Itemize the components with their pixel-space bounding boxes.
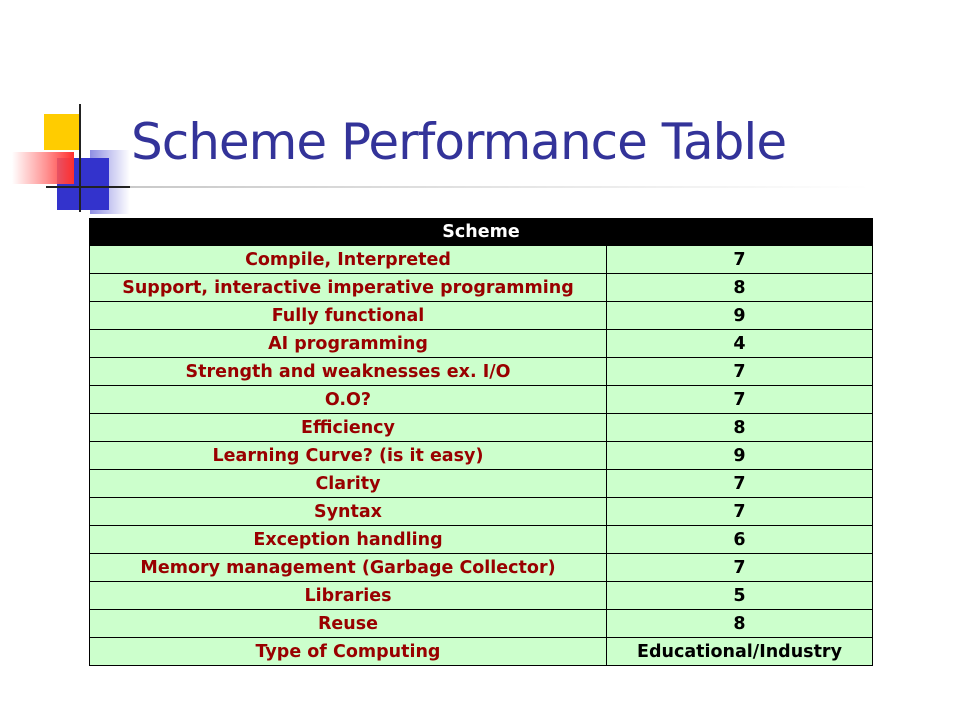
score-cell: 7 xyxy=(607,386,873,414)
performance-table xyxy=(89,218,873,666)
criterion-cell: Type of Computing xyxy=(90,638,607,666)
table-row xyxy=(90,442,873,470)
score-cell: 8 xyxy=(607,414,873,442)
score-cell: 7 xyxy=(607,470,873,498)
table-row xyxy=(90,330,873,358)
criterion-cell: Exception handling xyxy=(90,526,607,554)
score-cell: 7 xyxy=(607,554,873,582)
table-row xyxy=(90,414,873,442)
logo-vertical-line xyxy=(79,104,81,212)
score-cell: 8 xyxy=(607,274,873,302)
score-cell: 4 xyxy=(607,330,873,358)
criterion-cell: Syntax xyxy=(90,498,607,526)
logo-yellow-square xyxy=(44,114,80,150)
table-header-row xyxy=(90,219,873,246)
table-row xyxy=(90,274,873,302)
criterion-cell: Memory management (Garbage Collector) xyxy=(90,554,607,582)
score-cell: 6 xyxy=(607,526,873,554)
criterion-cell: Support, interactive imperative programming xyxy=(90,274,607,302)
score-cell: 9 xyxy=(607,302,873,330)
criterion-cell: Reuse xyxy=(90,610,607,638)
score-cell: 5 xyxy=(607,582,873,610)
table-row xyxy=(90,526,873,554)
score-cell: 7 xyxy=(607,246,873,274)
criterion-cell: Libraries xyxy=(90,582,607,610)
logo-red-bar xyxy=(12,152,74,184)
performance-table-container xyxy=(89,218,872,666)
score-cell: 8 xyxy=(607,610,873,638)
table-row xyxy=(90,638,873,666)
slide-title: Scheme Performance Table xyxy=(131,113,787,171)
title-underline xyxy=(130,186,870,188)
criterion-cell: O.O? xyxy=(90,386,607,414)
table-row xyxy=(90,610,873,638)
score-cell: 7 xyxy=(607,358,873,386)
criterion-cell: Learning Curve? (is it easy) xyxy=(90,442,607,470)
criterion-cell: Compile, Interpreted xyxy=(90,246,607,274)
criterion-cell: Strength and weaknesses ex. I/O xyxy=(90,358,607,386)
table-header: Scheme xyxy=(90,219,873,246)
table-row xyxy=(90,554,873,582)
table-row xyxy=(90,246,873,274)
table-row xyxy=(90,302,873,330)
criterion-cell: Clarity xyxy=(90,470,607,498)
table-row xyxy=(90,582,873,610)
criterion-cell: Fully functional xyxy=(90,302,607,330)
score-cell: Educational/Industry xyxy=(607,638,873,666)
logo-horizontal-line xyxy=(46,186,130,188)
table-row xyxy=(90,358,873,386)
criterion-cell: Efficiency xyxy=(90,414,607,442)
criterion-cell: AI programming xyxy=(90,330,607,358)
table-row xyxy=(90,386,873,414)
slide-logo-decoration xyxy=(0,0,140,220)
score-cell: 9 xyxy=(607,442,873,470)
table-row xyxy=(90,498,873,526)
table-row xyxy=(90,470,873,498)
score-cell: 7 xyxy=(607,498,873,526)
